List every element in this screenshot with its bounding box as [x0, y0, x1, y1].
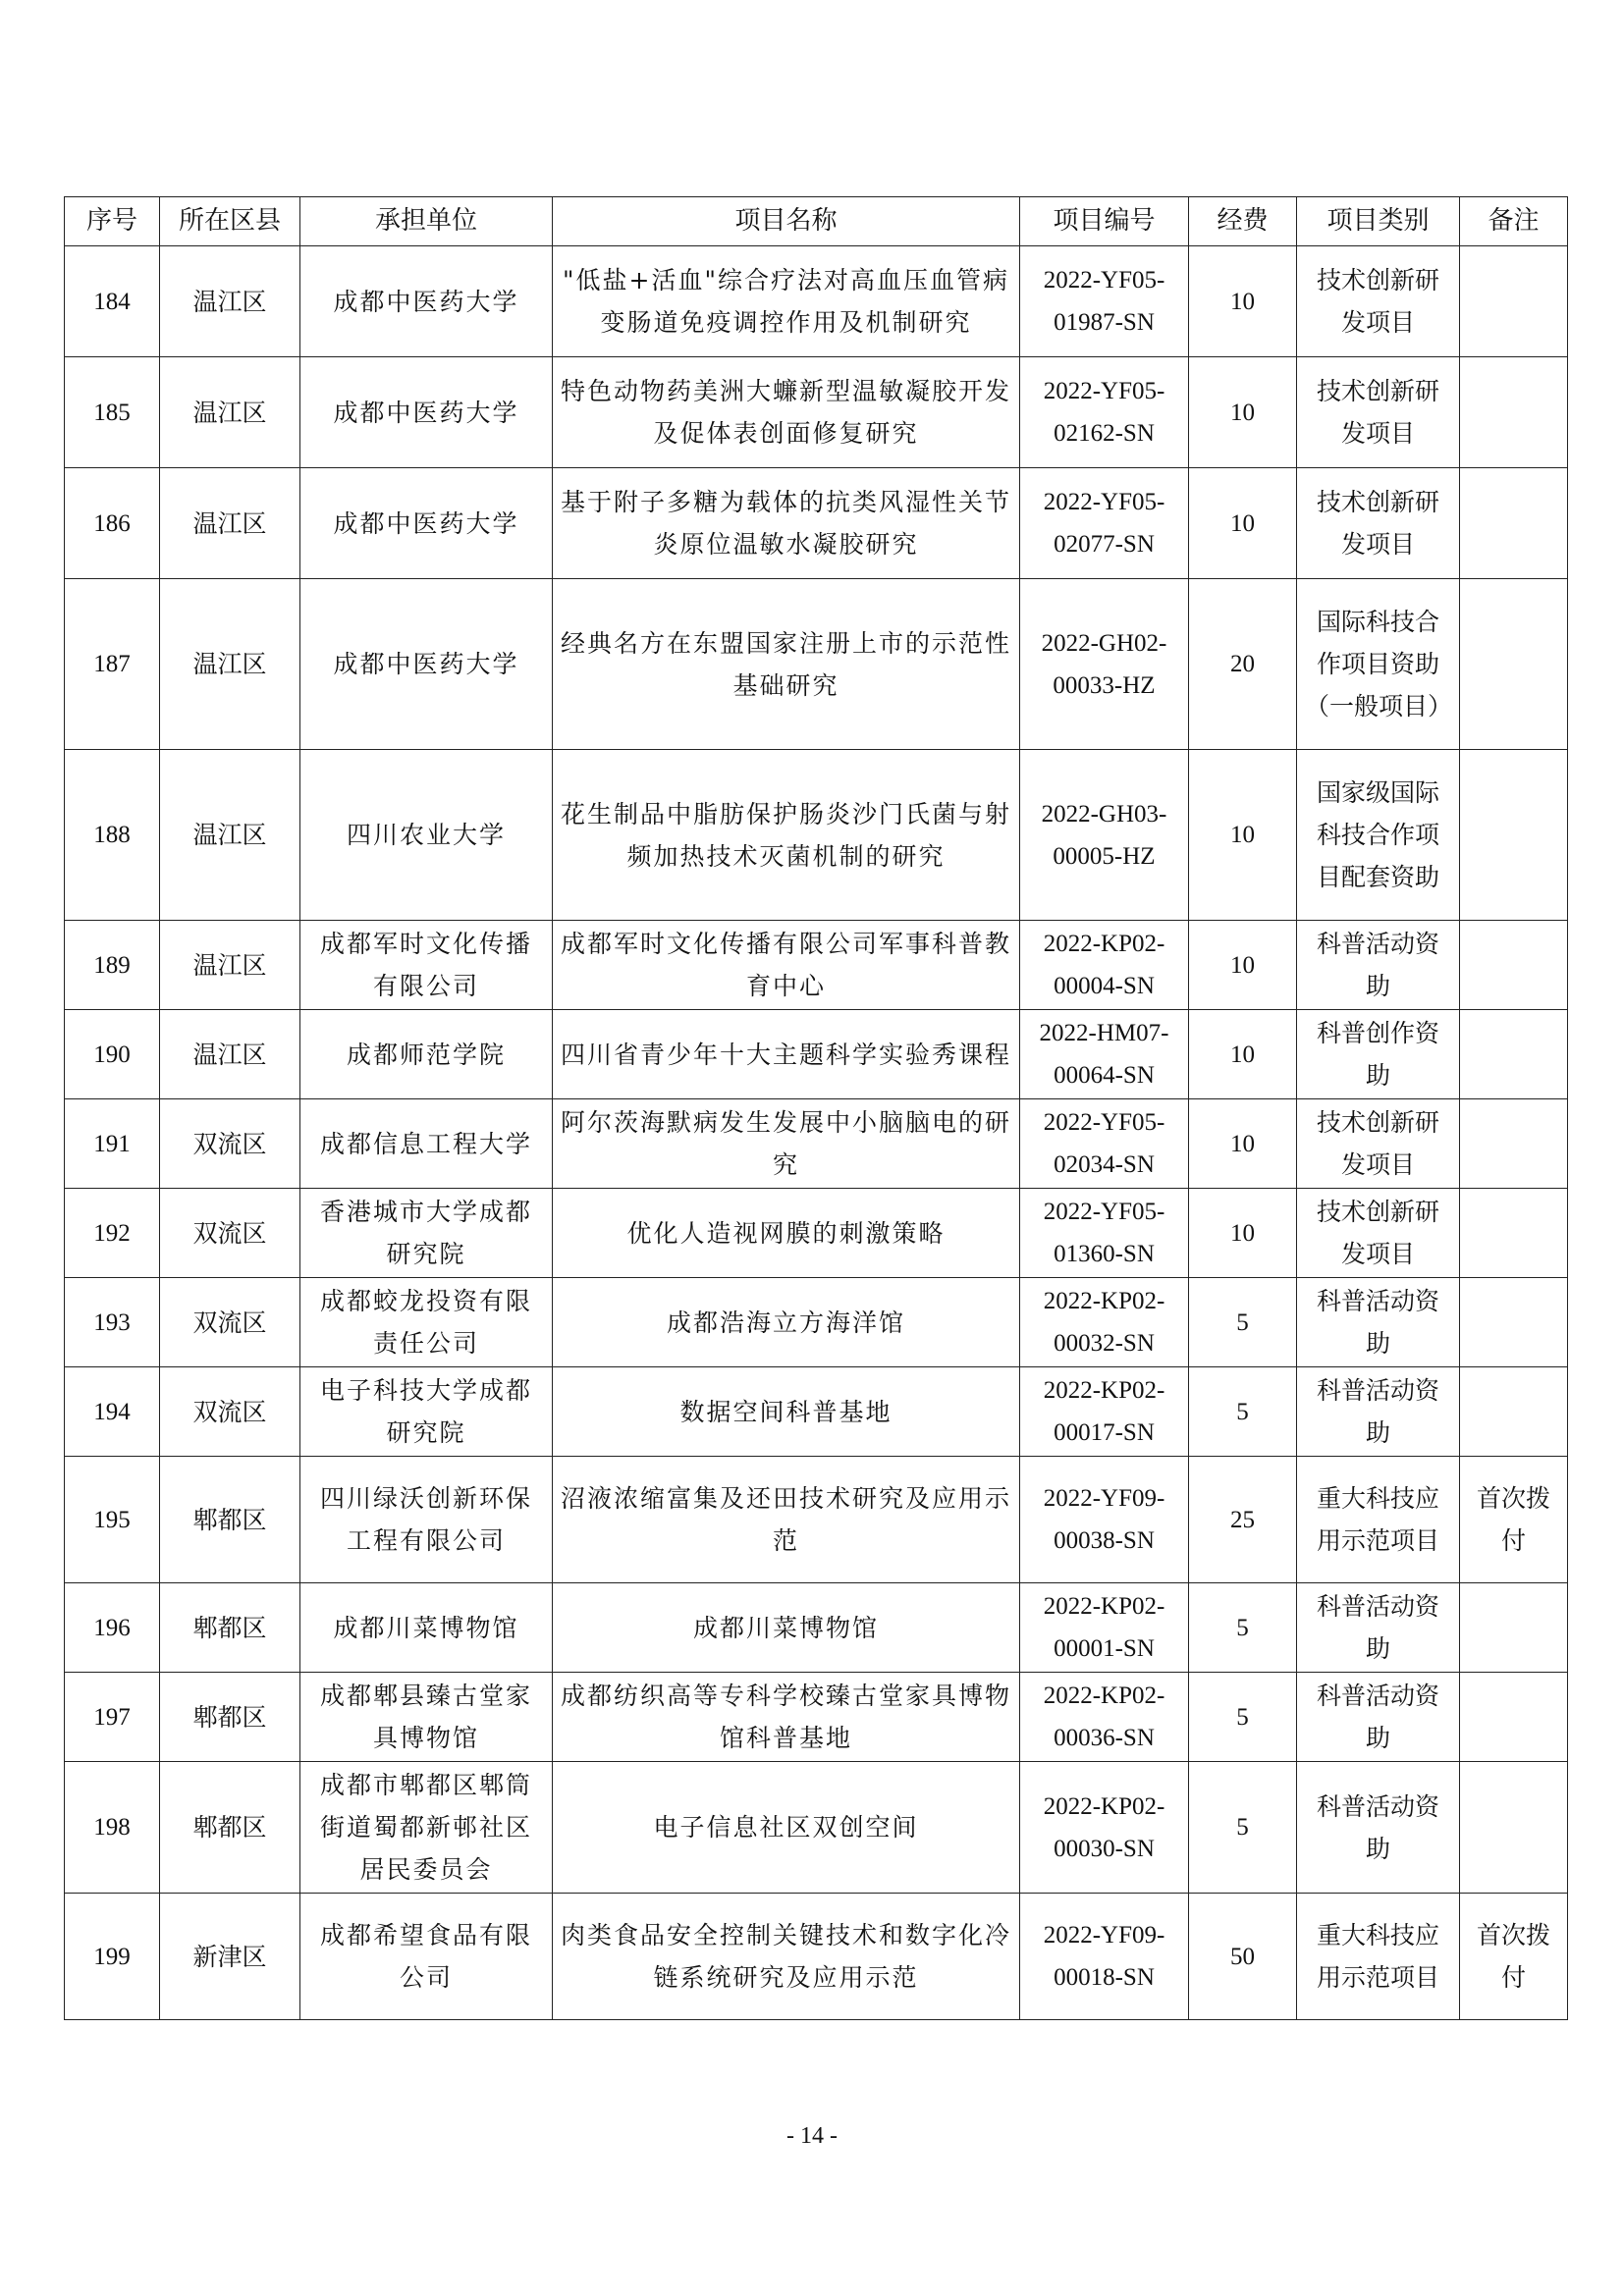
cell-unit: 四川绿沃创新环保工程有限公司 [300, 1457, 553, 1583]
cell-district: 温江区 [160, 750, 300, 921]
cell-seq: 199 [65, 1894, 160, 2020]
cell-project-name: 基于附子多糖为载体的抗类风湿性关节炎原位温敏水凝胶研究 [553, 468, 1020, 579]
cell-unit: 成都希望食品有限公司 [300, 1894, 553, 2020]
cell-fund: 5 [1189, 1762, 1297, 1894]
cell-project-code: 2022-KP02-00032-SN [1020, 1278, 1189, 1367]
cell-project-code: 2022-HM07-00064-SN [1020, 1010, 1189, 1099]
cell-district: 温江区 [160, 468, 300, 579]
cell-category: 技术创新研发项目 [1297, 246, 1460, 357]
table-row [65, 1278, 1568, 1367]
cell-project-name: 优化人造视网膜的刺激策略 [553, 1189, 1020, 1278]
cell-note [1460, 1278, 1568, 1367]
cell-fund: 5 [1189, 1278, 1297, 1367]
cell-note [1460, 246, 1568, 357]
cell-category: 技术创新研发项目 [1297, 468, 1460, 579]
cell-note [1460, 579, 1568, 750]
cell-district: 温江区 [160, 921, 300, 1010]
cell-project-code: 2022-KP02-00001-SN [1020, 1583, 1189, 1673]
cell-category: 技术创新研发项目 [1297, 357, 1460, 468]
cell-category: 技术创新研发项目 [1297, 1099, 1460, 1189]
cell-fund: 5 [1189, 1673, 1297, 1762]
cell-district: 新津区 [160, 1894, 300, 2020]
cell-seq: 189 [65, 921, 160, 1010]
cell-note [1460, 921, 1568, 1010]
cell-project-name: "低盐+活血"综合疗法对高血压血管病变肠道免疫调控作用及机制研究 [553, 246, 1020, 357]
cell-seq: 196 [65, 1583, 160, 1673]
cell-unit: 成都川菜博物馆 [300, 1583, 553, 1673]
cell-fund: 50 [1189, 1894, 1297, 2020]
cell-project-name: 电子信息社区双创空间 [553, 1762, 1020, 1894]
cell-seq: 192 [65, 1189, 160, 1278]
cell-seq: 193 [65, 1278, 160, 1367]
cell-note [1460, 1189, 1568, 1278]
cell-note [1460, 1367, 1568, 1457]
cell-project-code: 2022-GH03-00005-HZ [1020, 750, 1189, 921]
cell-seq: 184 [65, 246, 160, 357]
header-seq: 序号 [65, 197, 160, 246]
cell-category: 科普活动资助 [1297, 1367, 1460, 1457]
cell-category: 重大科技应用示范项目 [1297, 1457, 1460, 1583]
header-fund: 经费 [1189, 197, 1297, 246]
cell-unit: 电子科技大学成都研究院 [300, 1367, 553, 1457]
cell-unit: 四川农业大学 [300, 750, 553, 921]
cell-project-code: 2022-YF05-01360-SN [1020, 1189, 1189, 1278]
header-note: 备注 [1460, 197, 1568, 246]
cell-unit: 成都市郫都区郫筒街道蜀都新邨社区居民委员会 [300, 1762, 553, 1894]
cell-category: 科普活动资助 [1297, 921, 1460, 1010]
cell-project-name: 成都浩海立方海洋馆 [553, 1278, 1020, 1367]
cell-project-name: 成都纺织高等专科学校臻古堂家具博物馆科普基地 [553, 1673, 1020, 1762]
cell-unit: 成都信息工程大学 [300, 1099, 553, 1189]
header-project-name: 项目名称 [553, 197, 1020, 246]
cell-project-name: 四川省青少年十大主题科学实验秀课程 [553, 1010, 1020, 1099]
cell-fund: 10 [1189, 357, 1297, 468]
cell-district: 温江区 [160, 357, 300, 468]
cell-note [1460, 468, 1568, 579]
cell-fund: 5 [1189, 1583, 1297, 1673]
cell-district: 郫都区 [160, 1457, 300, 1583]
cell-project-code: 2022-YF09-00018-SN [1020, 1894, 1189, 2020]
cell-unit: 成都中医药大学 [300, 246, 553, 357]
cell-category: 国家级国际科技合作项目配套资助 [1297, 750, 1460, 921]
cell-fund: 10 [1189, 1189, 1297, 1278]
cell-fund: 10 [1189, 921, 1297, 1010]
header-project-code: 项目编号 [1020, 197, 1189, 246]
table-row [65, 750, 1568, 921]
cell-note [1460, 750, 1568, 921]
cell-seq: 190 [65, 1010, 160, 1099]
cell-project-code: 2022-YF05-02034-SN [1020, 1099, 1189, 1189]
cell-category: 科普活动资助 [1297, 1278, 1460, 1367]
cell-district: 郫都区 [160, 1583, 300, 1673]
header-unit: 承担单位 [300, 197, 553, 246]
cell-district: 郫都区 [160, 1762, 300, 1894]
cell-unit: 香港城市大学成都研究院 [300, 1189, 553, 1278]
cell-project-code: 2022-YF05-02162-SN [1020, 357, 1189, 468]
table-row [65, 579, 1568, 750]
cell-project-name: 特色动物药美洲大蠊新型温敏凝胶开发及促体表创面修复研究 [553, 357, 1020, 468]
cell-unit: 成都蛟龙投资有限责任公司 [300, 1278, 553, 1367]
cell-project-code: 2022-YF09-00038-SN [1020, 1457, 1189, 1583]
cell-note [1460, 1583, 1568, 1673]
project-table [64, 196, 1568, 2020]
header-row [65, 197, 1568, 246]
cell-project-name: 肉类食品安全控制关键技术和数字化冷链系统研究及应用示范 [553, 1894, 1020, 2020]
cell-seq: 185 [65, 357, 160, 468]
cell-district: 温江区 [160, 579, 300, 750]
cell-note [1460, 1673, 1568, 1762]
cell-project-name: 沼液浓缩富集及还田技术研究及应用示范 [553, 1457, 1020, 1583]
cell-note [1460, 1762, 1568, 1894]
cell-seq: 188 [65, 750, 160, 921]
cell-project-code: 2022-YF05-02077-SN [1020, 468, 1189, 579]
cell-project-name: 数据空间科普基地 [553, 1367, 1020, 1457]
cell-unit: 成都郫县臻古堂家具博物馆 [300, 1673, 553, 1762]
cell-seq: 194 [65, 1367, 160, 1457]
cell-seq: 191 [65, 1099, 160, 1189]
cell-note [1460, 357, 1568, 468]
cell-district: 温江区 [160, 246, 300, 357]
table-row [65, 1673, 1568, 1762]
cell-fund: 10 [1189, 468, 1297, 579]
cell-district: 双流区 [160, 1367, 300, 1457]
cell-district: 温江区 [160, 1010, 300, 1099]
page-number: - 14 - [786, 2123, 838, 2149]
cell-seq: 187 [65, 579, 160, 750]
cell-unit: 成都中医药大学 [300, 468, 553, 579]
cell-district: 双流区 [160, 1278, 300, 1367]
cell-fund: 10 [1189, 1099, 1297, 1189]
table-row [65, 1367, 1568, 1457]
cell-seq: 186 [65, 468, 160, 579]
cell-seq: 195 [65, 1457, 160, 1583]
cell-project-name: 花生制品中脂肪保护肠炎沙门氏菌与射频加热技术灭菌机制的研究 [553, 750, 1020, 921]
cell-fund: 5 [1189, 1367, 1297, 1457]
cell-district: 双流区 [160, 1099, 300, 1189]
cell-project-code: 2022-KP02-00030-SN [1020, 1762, 1189, 1894]
table-row [65, 357, 1568, 468]
cell-fund: 25 [1189, 1457, 1297, 1583]
cell-category: 国际科技合作项目资助（一般项目） [1297, 579, 1460, 750]
table-row [65, 1457, 1568, 1583]
cell-category: 科普活动资助 [1297, 1762, 1460, 1894]
cell-project-code: 2022-YF05-01987-SN [1020, 246, 1189, 357]
cell-unit: 成都中医药大学 [300, 357, 553, 468]
cell-fund: 10 [1189, 750, 1297, 921]
table-row [65, 1762, 1568, 1894]
cell-district: 双流区 [160, 1189, 300, 1278]
cell-project-code: 2022-KP02-00017-SN [1020, 1367, 1189, 1457]
cell-unit: 成都军时文化传播有限公司 [300, 921, 553, 1010]
table-row [65, 1099, 1568, 1189]
table-body [65, 246, 1568, 2020]
table-row [65, 1010, 1568, 1099]
header-district: 所在区县 [160, 197, 300, 246]
cell-project-name: 经典名方在东盟国家注册上市的示范性基础研究 [553, 579, 1020, 750]
cell-category: 科普活动资助 [1297, 1673, 1460, 1762]
table-row [65, 1583, 1568, 1673]
cell-district: 郫都区 [160, 1673, 300, 1762]
table-row [65, 468, 1568, 579]
table-row [65, 246, 1568, 357]
cell-project-name: 阿尔茨海默病发生发展中小脑脑电的研究 [553, 1099, 1020, 1189]
cell-project-code: 2022-KP02-00036-SN [1020, 1673, 1189, 1762]
table-row [65, 1894, 1568, 2020]
cell-fund: 10 [1189, 246, 1297, 357]
cell-project-code: 2022-KP02-00004-SN [1020, 921, 1189, 1010]
cell-note [1460, 1010, 1568, 1099]
table-row [65, 1189, 1568, 1278]
cell-note: 首次拨付 [1460, 1894, 1568, 2020]
cell-project-code: 2022-GH02-00033-HZ [1020, 579, 1189, 750]
cell-category: 技术创新研发项目 [1297, 1189, 1460, 1278]
cell-project-name: 成都川菜博物馆 [553, 1583, 1020, 1673]
cell-category: 科普活动资助 [1297, 1583, 1460, 1673]
cell-fund: 20 [1189, 579, 1297, 750]
cell-fund: 10 [1189, 1010, 1297, 1099]
cell-seq: 198 [65, 1762, 160, 1894]
cell-note [1460, 1099, 1568, 1189]
table-row [65, 921, 1568, 1010]
cell-unit: 成都师范学院 [300, 1010, 553, 1099]
cell-seq: 197 [65, 1673, 160, 1762]
cell-category: 重大科技应用示范项目 [1297, 1894, 1460, 2020]
cell-category: 科普创作资助 [1297, 1010, 1460, 1099]
cell-unit: 成都中医药大学 [300, 579, 553, 750]
cell-project-name: 成都军时文化传播有限公司军事科普教育中心 [553, 921, 1020, 1010]
cell-note: 首次拨付 [1460, 1457, 1568, 1583]
header-category: 项目类别 [1297, 197, 1460, 246]
